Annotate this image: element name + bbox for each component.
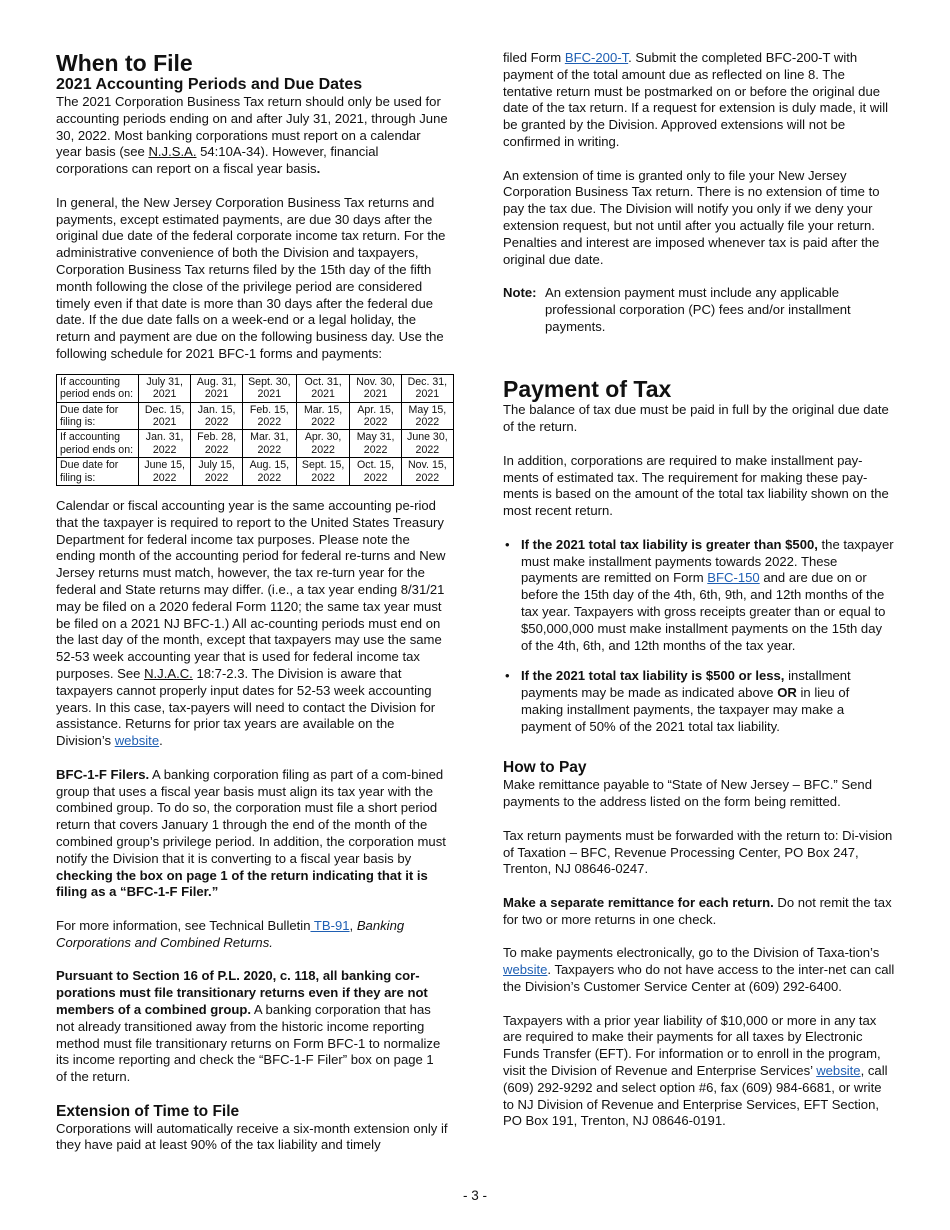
note-label: Note: (503, 285, 537, 301)
schedule-cell: Aug. 15, 2022 (242, 458, 296, 486)
schedule-cell: Dec. 31, 2021 (401, 374, 453, 402)
bullet-over-500: • If the 2021 total tax liability is greater than $500, the taxpayer must make installment payments towards 2022. These payments are remitted on Form BFC-150 and are due on or before the 15th day of the 4th, 6th, 9th, and 12th months of the tax year. Taxpayers with gross receipts greater than or equal to $50,000,000 must make installment payments on the 15th day of the 4th, 6th, and 12th months of the tax year. (505, 536, 894, 653)
schedule-cell: Apr. 15, 2022 (350, 402, 401, 430)
bfc150-link[interactable]: BFC-150 (707, 570, 760, 586)
schedule-cell: May 15, 2022 (401, 402, 453, 430)
schedule-cell: Oct. 15, 2022 (350, 458, 401, 486)
schedule-cell: Sept. 15, 2022 (296, 458, 350, 486)
schedule-cell: July 31, 2021 (139, 374, 191, 402)
when-to-file-heading: When to File (56, 50, 193, 76)
njsa-reference: N.J.S.A. (148, 144, 197, 160)
transitionary-returns-paragraph: Pursuant to Section 16 of P.L. 2020, c. 118, all banking cor-porations must file transitionary returns even if they are not members of a combined group. A banking corporation that has not already transitioned away from the historic income reporting method must file transitionary returns on Form BFC-1 to normalize its income reporting and check the “BFC-1-F Filer” box on page 1 of the return. (56, 968, 441, 1085)
bfc1f-filers-paragraph: BFC-1-F Filers. A banking corporation filing as part of a com-bined group that uses a fiscal year basis must align its tax year with the combined group. To do so, the corporation must file a short period return that covers January 1 through the end of the month of the combined group’s privilege period. In addition, the corporation must notify the Division that it is converting to a fiscal year basis by checking the box on page 1 of the return indicating that it is filing as a “BFC-1-F Filer.” (56, 766, 446, 900)
electronic-payment-paragraph: To make payments electronically, go to the Division of Taxa-tion’s website. Taxpayers who do not have access to the inter-net can call the Division’s Customer Service Center at (609) 292-6400. (503, 945, 895, 995)
schedule-cell: Mar. 15, 2022 (296, 402, 350, 430)
schedule-row (57, 458, 454, 486)
extension-continued-paragraph: filed Form BFC-200-T. Submit the completed BFC-200-T with payment of the total amount due as reflected on line 8. The tentative return must be postmarked on or before the original due date of the tax return. If a request for extension is duly made, it will be granted by the Division. Approved extensions will not be confirmed in writing. (503, 50, 889, 149)
accounting-year-paragraph: Calendar or fiscal accounting year is the same accounting pe-riod that the taxpayer is required to report to the United States Treasury Department for federal income tax purposes. Please note the ending month of the accounting period for federal re-turns and New Jersey returns must match, however, the tax re-turn year for the federal and State returns may differ. (i.e., a tax year ending 8/31/21 may be filed on a 2020 federal Form 1120; the same tax year must be filed on a 2021 NJ BFC-1.) All ac-counting periods must end on the last day of the month, except that taxpayers may use the same 52-53 week accounting year that is used for federal income tax purposes. See N.J.A.C. 18:7-2.3. The Division is aware that taxpayers cannot properly input dates for 52-53 week accounting years. In this case, tax-payers will need to contact the Division for assistance. Returns for prior tax years are available on the Division’s website. (56, 498, 446, 749)
forwarding-paragraph: Tax return payments must be forwarded with the return to: Di-vision of Taxation – BFC, Revenue Processing Center, PO Box 247, Trenton, NJ 08646-0247. (503, 827, 893, 877)
schedule-cell: Mar. 31, 2022 (242, 430, 296, 458)
payment-of-tax-heading: Payment of Tax (503, 376, 672, 403)
schedule-row-label: If accounting period ends on: (57, 374, 139, 402)
technical-bulletin-paragraph: For more information, see Technical Bulletin TB-91, Banking Corporations and Combined Returns. (56, 917, 405, 950)
bullet-dot: • (505, 668, 510, 684)
revenue-services-website-link[interactable]: website (816, 1063, 861, 1079)
extension-note (503, 285, 895, 335)
schedule-cell: Feb. 28, 2022 (191, 430, 243, 458)
schedule-cell: June 15, 2022 (139, 458, 191, 486)
intro-paragraph: The 2021 Corporation Business Tax return should only be used for accounting periods ending on and after July 31, 2021, through June 30, 2022. Most banking corporations must report on a calendar year basis (see N.J.S.A. 54:10A-34). However, financial corporations can report on a fiscal year basis. (56, 94, 448, 177)
note-text: An extension payment must include any applicable professional corporation (PC) fees and/or installment payments. (545, 285, 851, 334)
remittance-paragraph: Make remittance payable to “State of New Jersey – BFC.” Send payments to the address listed on the form being remitted. (503, 777, 872, 810)
njac-reference: N.J.A.C. (144, 665, 193, 681)
schedule-row-label: Due date for filing is: (57, 402, 139, 430)
eft-paragraph: Taxpayers with a prior year liability of $10,000 or more in any tax are required to make their payments for all taxes by Electronic Funds Transfer (EFT). For information or to enroll in the program, visit the Division of Revenue and Enterprise Services’ website, call (609) 292-9292 and select option #6, fax (609) 984-6681, or write to NJ Division of Revenue and Enterprise Services, EFT Section, PO Box 191, Trenton, NJ 08646-0191. (503, 1012, 888, 1129)
schedule-cell: Nov. 15, 2022 (401, 458, 453, 486)
installment-bullets (503, 537, 895, 736)
schedule-row-label: If accounting period ends on: (57, 430, 139, 458)
tb91-link[interactable]: TB-91 (310, 917, 350, 933)
schedule-cell: May 31, 2022 (350, 430, 401, 458)
extension-scope-paragraph: An extension of time is granted only to file your New Jersey Corporation Business Tax return. There is no extension of time to pay the tax due. The Division will notify you only if we deny your extension request, but not until after you actually file your return. Penalties and interest are imposed whenever tax is paid after the original due date. (503, 167, 880, 267)
schedule-cell: Feb. 15, 2022 (242, 402, 296, 430)
due-date-schedule-table (56, 374, 454, 486)
separate-remittance-paragraph: Make a separate remittance for each return. Do not remit the tax for two or more returns in one check. (503, 895, 892, 927)
schedule-cell: Oct. 31, 2021 (296, 374, 350, 402)
accounting-periods-subheading: 2021 Accounting Periods and Due Dates (56, 76, 363, 93)
schedule-row (57, 374, 454, 402)
schedule-cell: Dec. 15, 2021 (139, 402, 191, 430)
extension-paragraph: Corporations will automatically receive a six-month extension only if they have paid at least 90% of the tax liability and timely (56, 1120, 448, 1153)
bfc200t-link[interactable]: BFC-200-T (564, 50, 629, 65)
schedule-cell: Apr. 30, 2022 (296, 430, 350, 458)
installment-paragraph: In addition, corporations are required to make installment pay-ments of estimated tax. The requirement for making these pay-ments is based on the amount of the total tax liability shown on the most recent return. (503, 452, 889, 519)
schedule-cell: July 15, 2022 (191, 458, 243, 486)
schedule-cell: June 30, 2022 (401, 430, 453, 458)
division-website-link[interactable]: website (114, 733, 160, 749)
left-column (56, 50, 448, 1154)
schedule-cell: Aug. 31, 2021 (191, 374, 243, 402)
bullet-dot: • (505, 536, 510, 552)
how-to-pay-heading: How to Pay (503, 759, 587, 777)
schedule-row (57, 430, 454, 458)
bullet-500-or-less: • If the 2021 total tax liability is $500 or less, installment payments may be made as indicated above OR in lieu of making installment payments, the taxpayer may make a payment of 50% of the 2021 total tax liability. (505, 668, 851, 734)
payment-balance-paragraph: The balance of tax due must be paid in full by the original due date of the return. (503, 402, 889, 435)
schedule-cell: Jan. 15, 2022 (191, 402, 243, 430)
extension-heading: Extension of Time to File (56, 1102, 240, 1120)
schedule-cell: Sept. 30, 2021 (242, 374, 296, 402)
right-column (503, 50, 895, 1130)
due-dates-paragraph: In general, the New Jersey Corporation Business Tax returns and payments, except estimated payments, are due 30 days after the original due date of the federal corporate income tax return. For the administrative convenience of both the Division and taxpayers, Corporation Business Tax returns filed by the 15th day of the fifth month following the close of the privilege period are considered timely even if that date is more than 30 days after the federal due date. If the due date falls on a week-end or a legal holiday, the return and payment are due on the following business day. Use the following schedule for 2021 BFC-1 forms and payments: (56, 194, 446, 361)
schedule-row (57, 402, 454, 430)
schedule-row-label: Due date for filing is: (57, 458, 139, 486)
taxation-website-link[interactable]: website (503, 962, 548, 978)
page-number: - 3 - (462, 1188, 487, 1203)
schedule-cell: Nov. 30, 2021 (350, 374, 401, 402)
schedule-cell: Jan. 31, 2022 (139, 430, 191, 458)
